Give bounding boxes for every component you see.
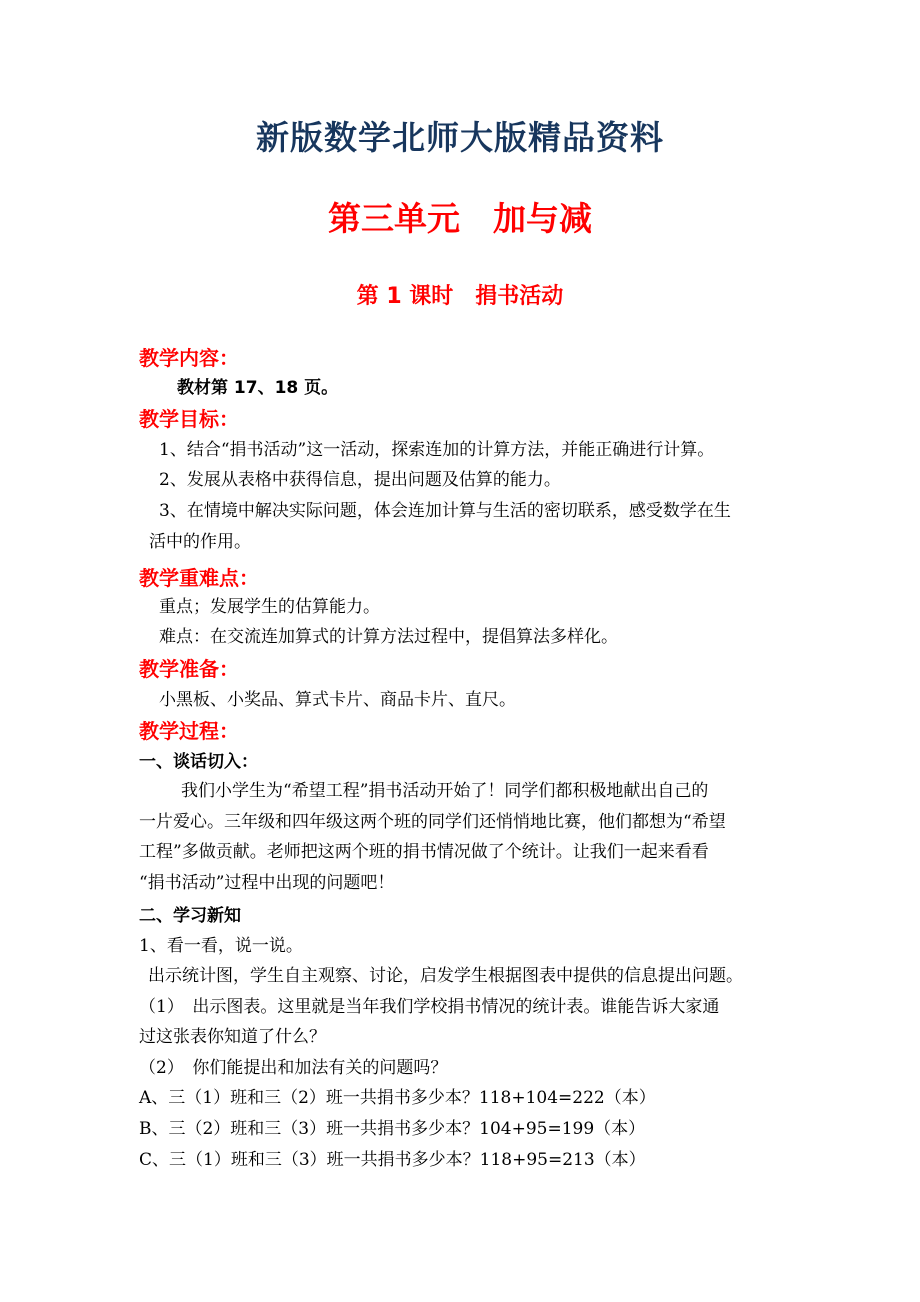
question-1-line: （1） 出示图表。这里就是当年我们学校捐书情况的统计表。谁能告诉大家通 xyxy=(139,997,720,1017)
key-points-heading: 教学重难点： xyxy=(139,566,259,590)
answer-item: C、三（1）班和三（3）班一共捐书多少本？118+95=213（本） xyxy=(139,1150,646,1170)
unit-title: 第三单元 加与减 xyxy=(328,199,592,238)
brand-title: 新版数学北师大版精品资料 xyxy=(256,118,664,157)
question-1-line: 过这张表你知道了什么？ xyxy=(139,1027,326,1047)
goal-item: 1、结合“捐书活动”这一活动，探索连加的计算方法，并能正确进行计算。 xyxy=(159,440,715,460)
process-heading: 教学过程： xyxy=(139,719,239,743)
part1-title: 一、谈话切入： xyxy=(139,752,258,772)
lesson-title: 第 1 课时 捐书活动 xyxy=(356,284,564,309)
goal-item: 活中的作用。 xyxy=(149,532,251,552)
question-2: （2） 你们能提出和加法有关的问题吗？ xyxy=(139,1058,448,1078)
step1-title: 1、看一看，说一说。 xyxy=(139,936,303,956)
part1-line: 一片爱心。三年级和四年级这两个班的同学们还悄悄地比赛，他们都想为“希望 xyxy=(139,812,726,832)
part1-line: 我们小学生为“希望工程”捐书活动开始了！同学们都积极地献出自己的 xyxy=(181,781,709,801)
goal-item: 2、发展从表格中获得信息，提出问题及估算的能力。 xyxy=(159,470,561,490)
part1-line: 工程”多做贡献。老师把这两个班的捐书情况做了个统计。让我们一起来看看 xyxy=(139,842,709,862)
goal-item: 3、在情境中解决实际问题，体会连加计算与生活的密切联系，感受数学在生 xyxy=(159,501,731,521)
step1-description: 出示统计图，学生自主观察、讨论，启发学生根据图表中提供的信息提出问题。 xyxy=(148,966,743,986)
content-heading: 教学内容： xyxy=(139,346,239,370)
content-text: 教材第 17、18 页。 xyxy=(177,378,339,398)
preparation-text: 小黑板、小奖品、算式卡片、商品卡片、直尺。 xyxy=(159,690,516,710)
part1-line: “捐书活动”过程中出现的问题吧！ xyxy=(139,873,395,893)
answer-item: A、三（1）班和三（2）班一共捐书多少本？118+104=222（本） xyxy=(139,1088,656,1108)
preparation-heading: 教学准备： xyxy=(139,657,239,681)
focus-text: 重点；发展学生的估算能力。 xyxy=(159,597,380,617)
part2-title: 二、学习新知 xyxy=(139,906,241,926)
answer-item: B、三（2）班和三（3）班一共捐书多少本？104+95=199（本） xyxy=(139,1119,646,1139)
difficulty-text: 难点：在交流连加算式的计算方法过程中，提倡算法多样化。 xyxy=(159,627,618,647)
goals-heading: 教学目标： xyxy=(139,407,239,431)
